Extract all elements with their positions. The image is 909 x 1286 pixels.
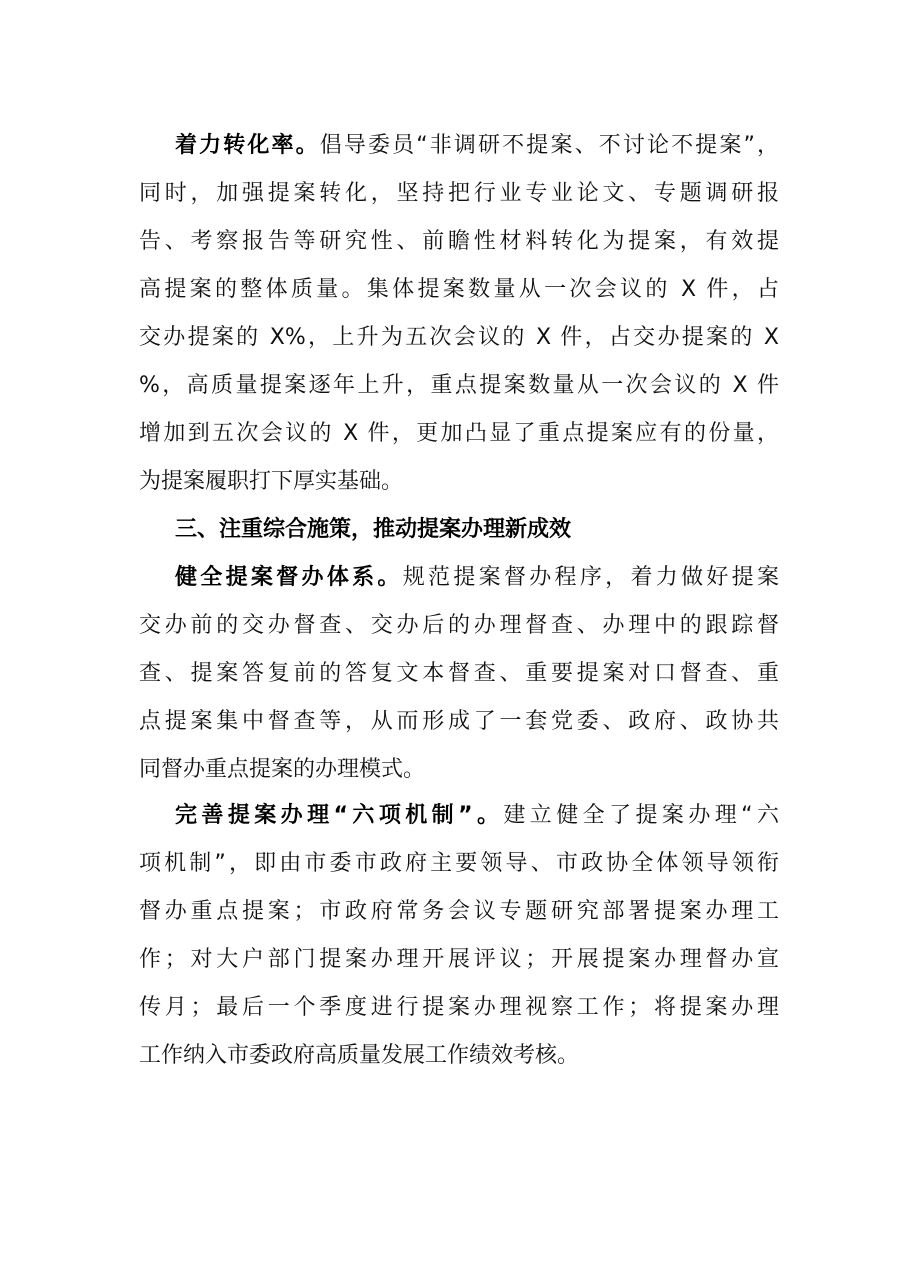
paragraph-1-line-3: 告、考察报告等研究性、前瞻性材料转化为提案，有效提 <box>139 229 779 254</box>
paragraph-1-line-5: 交办提案的 X%，上升为五次会议的 X 件，占交办提案的 X <box>139 325 779 350</box>
paragraph-3-lead: 完善提案办理“六项机制”。 <box>175 803 504 828</box>
paragraph-3-text: 建立健全了提案办理“六 <box>503 803 779 828</box>
paragraph-1-line-2: 同时，加强提案转化，坚持把行业专业论文、专题调研报 <box>139 181 779 206</box>
paragraph-1-line-1 <box>175 122 779 170</box>
paragraph-3-line-6: 工作纳入市委政府高质量发展工作绩效考核。 <box>139 1043 580 1068</box>
section-heading: 三、注重综合施策，推动提案办理新成效 <box>175 517 572 542</box>
paragraph-2-line-5: 同督办重点提案的办理模式。 <box>139 757 426 782</box>
paragraph-3-line-3: 督办重点提案；市政府常务会议专题研究部署提案办理工 <box>139 899 779 924</box>
paragraph-2-line-1 <box>175 554 779 602</box>
paragraph-1-line-7: 增加到五次会议的 X 件，更加凸显了重点提案应有的份量， <box>139 421 779 446</box>
paragraph-1-lead: 着力转化率。 <box>175 133 320 158</box>
paragraph-3-line-4: 作；对大户部门提案办理开展评议；开展提案办理督办宣 <box>139 947 779 972</box>
paragraph-1-line-8: 为提案履职打下厚实基础。 <box>139 469 404 494</box>
paragraph-2-lead: 健全提案督办体系。 <box>175 565 403 590</box>
paragraph-1-line-6: %，高质量提案逐年上升，重点提案数量从一次会议的 X 件 <box>139 373 779 398</box>
paragraph-2-line-3: 查、提案答复前的答复文本督查、重要提案对口督查、重 <box>139 661 779 686</box>
paragraph-3-line-1 <box>175 792 779 840</box>
paragraph-1-line-4: 高提案的整体质量。集体提案数量从一次会议的 X 件，占 <box>139 277 779 302</box>
paragraph-3-line-5: 传月；最后一个季度进行提案办理视察工作；将提案办理 <box>139 995 779 1020</box>
paragraph-2-line-2: 交办前的交办督查、交办后的办理督查、办理中的跟踪督 <box>139 613 779 638</box>
paragraph-2-line-4: 点提案集中督查等，从而形成了一套党委、政府、政协共 <box>139 709 779 734</box>
paragraph-1-text: 倡导委员“非调研不提案、不讨论不提案”， <box>319 133 779 158</box>
paragraph-3-line-2: 项机制”，即由市委市政府主要领导、市政协全体领导领衔 <box>139 851 779 876</box>
paragraph-2-text: 规范提案督办程序，着力做好提案 <box>402 565 779 590</box>
